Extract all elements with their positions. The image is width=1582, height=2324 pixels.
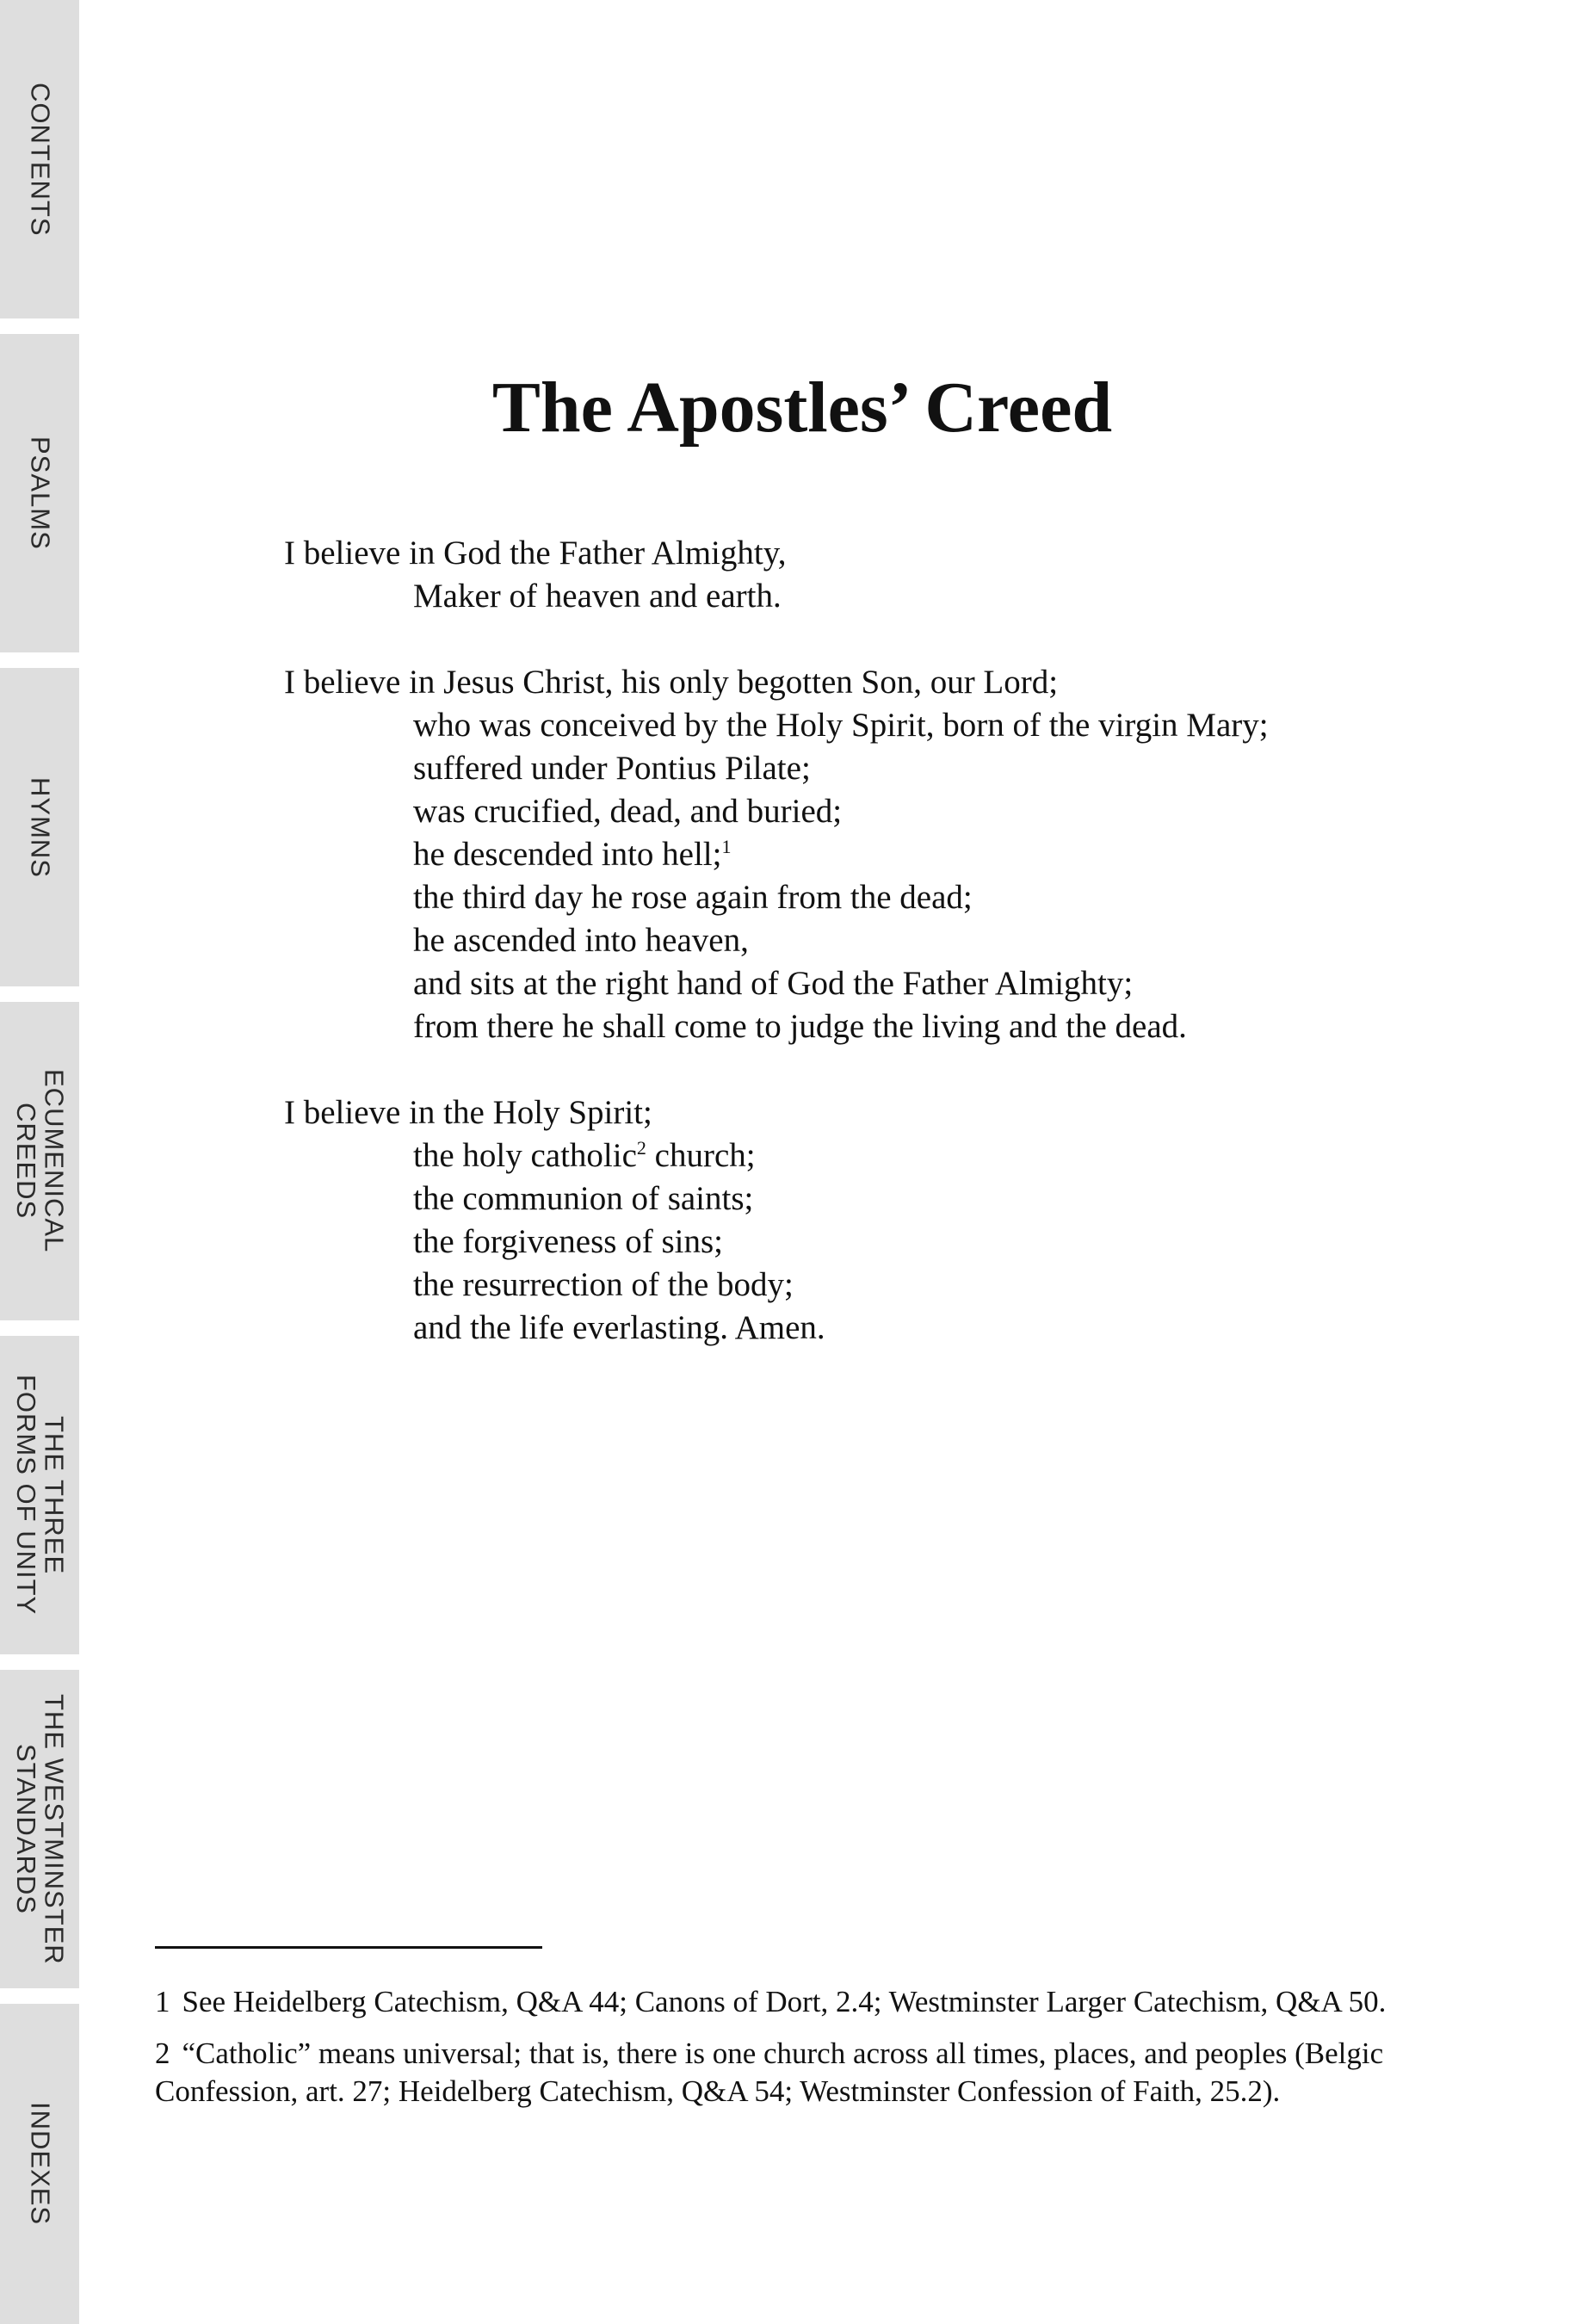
tab-psalms[interactable] <box>0 334 79 652</box>
creed-line: the resurrection of the body; <box>413 1266 794 1303</box>
creed-line-text: he descended into hell; <box>413 836 722 873</box>
tab-label: THE WESTMINSTER STANDARDS <box>11 1693 70 1965</box>
footnote-reference[interactable]: 1 <box>721 836 732 857</box>
creed-line: suffered under Pontius Pilate; <box>413 750 811 787</box>
creed-line: I believe in Jesus Christ, his only begotten Son, our Lord; <box>284 664 1059 701</box>
creed-stanza-son <box>284 661 1506 1048</box>
tab-hymns[interactable] <box>0 668 79 986</box>
footnote-2 <box>155 2035 1455 2111</box>
creed-line: I believe in God the Father Almighty, <box>284 535 787 572</box>
creed-stanza-spirit <box>284 1091 1506 1350</box>
creed-text <box>284 532 1506 1393</box>
creed-line <box>284 1134 1506 1177</box>
tab-ecumenical-creeds[interactable] <box>0 1002 79 1320</box>
tab-indexes[interactable] <box>0 2004 79 2324</box>
footnote-1 <box>155 1983 1455 2021</box>
footnote-text: See Heidelberg Catechism, Q&A 44; Canons of Dort, 2.4; Westminster Larger Catechism, Q&A 50. <box>182 1985 1387 2018</box>
creed-line: who was conceived by the Holy Spirit, born of the virgin Mary; <box>413 707 1269 744</box>
tab-label: PSALMS <box>25 436 56 550</box>
footnote-text: “Catholic” means universal; that is, there is one church across all times, places, and peoples (Belgic Confession, art. 27; Heidelberg Catechism, Q&A 54; Westminster Confession of Faith, 25.2). <box>155 2037 1384 2108</box>
creed-line: and the life everlasting. Amen. <box>413 1309 825 1346</box>
creed-line: the forgiveness of sins; <box>413 1223 723 1260</box>
page-title: The Apostles’ Creed <box>491 368 1113 448</box>
tab-label: THE THREE FORMS OF UNITY <box>11 1375 70 1616</box>
footnote-divider <box>155 1946 542 1949</box>
tab-label: INDEXES <box>25 2102 56 2226</box>
tab-contents[interactable] <box>0 0 79 318</box>
tab-label: HYMNS <box>25 776 56 878</box>
footnote-reference[interactable]: 2 <box>636 1137 646 1159</box>
footnote-number: 2 <box>155 2037 170 2070</box>
tab-westminster-standards[interactable] <box>0 1670 79 1988</box>
creed-line-text: church; <box>646 1137 756 1174</box>
creed-line: I believe in the Holy Spirit; <box>284 1094 652 1131</box>
footnotes <box>155 1983 1455 2124</box>
section-tabs <box>0 0 79 2324</box>
creed-line: Maker of heaven and earth. <box>413 578 782 615</box>
creed-line: was crucified, dead, and buried; <box>413 793 843 830</box>
creed-line: and sits at the right hand of God the Father Almighty; <box>413 965 1134 1002</box>
creed-line <box>284 833 1506 876</box>
creed-stanza-father <box>284 532 1506 618</box>
tab-three-forms-of-unity[interactable] <box>0 1336 79 1654</box>
footnote-number: 1 <box>155 1985 170 2018</box>
creed-line: from there he shall come to judge the living and the dead. <box>413 1008 1187 1045</box>
creed-line: the communion of saints; <box>413 1180 754 1217</box>
creed-line: he ascended into heaven, <box>413 922 749 959</box>
creed-line-text: the holy catholic <box>413 1137 637 1174</box>
creed-line: the third day he rose again from the dead; <box>413 879 973 916</box>
tab-label: CONTENTS <box>25 82 56 237</box>
tab-label: ECUMENICAL CREEDS <box>11 1069 70 1253</box>
